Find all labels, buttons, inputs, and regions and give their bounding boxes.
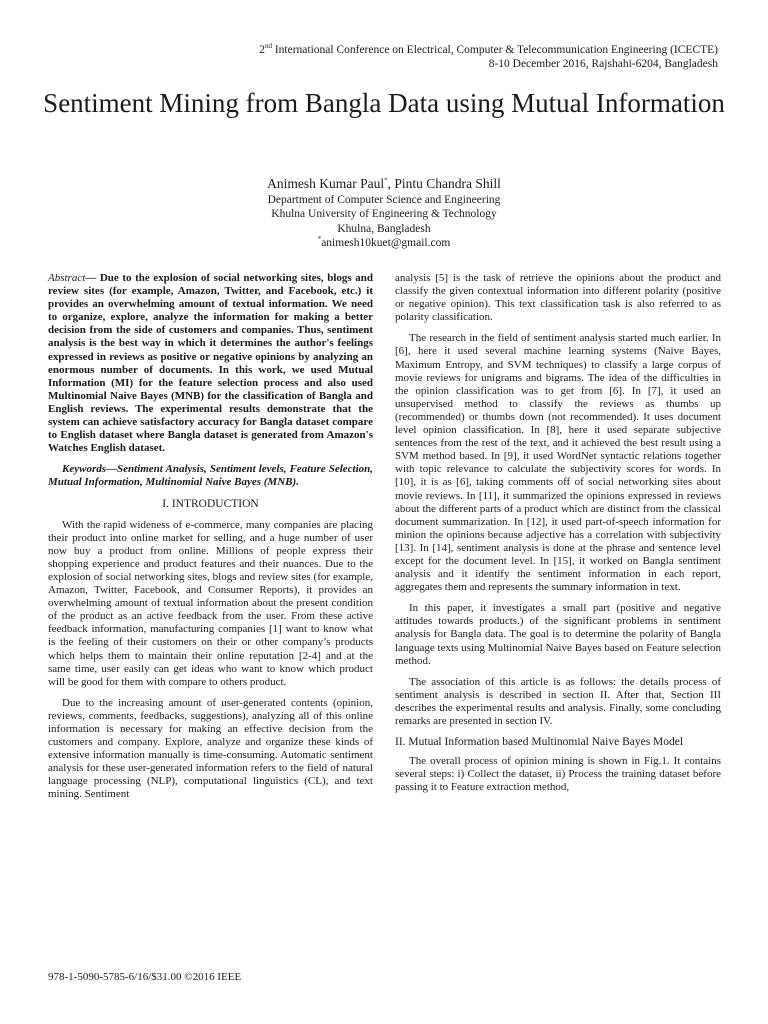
authors bbox=[40, 175, 728, 192]
keywords: Keywords—Sentiment Analysis, Sentiment levels, Feature Selection, Mutual Information, Multinomial Naive Bayes (MNB). bbox=[48, 463, 373, 489]
abstract bbox=[48, 272, 373, 455]
abstract-label: Abstract bbox=[48, 272, 86, 284]
conference-line-1 bbox=[259, 43, 718, 57]
paper-goal-paragraph: In this paper, it investigates a small part (positive and negative attitudes towards products.) of the significant problems in sentiment analysis for Bangla data. The goal is to determine the polarity of Bangla language texts using Multinomial Naive Bayes based on Feature selection method. bbox=[395, 602, 721, 667]
author-separator: , bbox=[387, 176, 395, 191]
organization-paragraph: The association of this article is as follows: the details process of sentiment analysis is described in section II. After that, Section III describes the experimental results and analysis. Finally, some concluding remarks are presented in section IV. bbox=[395, 675, 721, 727]
intro-paragraph-3: analysis [5] is the task of retrieve the opinions about the product and classify the given contextual information into different polarity (positive or negative opinion). This text classification task is also referred to as polarity classification. bbox=[395, 272, 721, 324]
affiliation-email-line bbox=[40, 236, 728, 250]
author-2: Pintu Chandra Shill bbox=[394, 176, 501, 191]
author-1-mark: * bbox=[384, 176, 388, 185]
section-1-heading: I. INTRODUCTION bbox=[162, 497, 259, 510]
author-1: Animesh Kumar Paul bbox=[267, 176, 385, 191]
paper-title: Sentiment Mining from Bangla Data using Mutual Information bbox=[43, 88, 725, 118]
copyright-footer: 978-1-5090-5785-6/16/$31.00 ©2016 IEEE bbox=[48, 971, 242, 983]
affiliation-department: Department of Computer Science and Engineering bbox=[267, 194, 501, 206]
related-work-paragraph: The research in the field of sentiment analysis started much earlier. In [6], here it used several machine learning systems (Naive Bayes, Maximum Entropy, and SVM techniques) to classify a large corpus of movie reviews for unigrams and bigrams. The idea of the difficulties in the opinion classification was to get from [6]. In [7], it used an unsupervised method to classify the reviews as thumbs up (recommended) or thumbs down (not recommended). It uses document level opinion classification. In [8], here it used separate subjective sentences from the rest of the text, and it achieved the best result using a SVM method based. In [9], it used WordNet syntactic relations together with topic relevance to calculate the subjectivity scores for words. In [10], it is as [6], taking comments off of social networking sites about movie reviews. In [11], it summarized the opinions expressed in reviews about the different parts of a product which are distinct from the classical document summarization. In [12], it used part-of-speech information for minion the opinions because adjective has a correlation with subjectivity [13]. In [14], sentiment analysis is done at the phrase and sentence level except for the document level. In [15], it worked on Bangla sentiment analysis and it identify the sentiment information in each report, aggregates them and represents the summary information in text. bbox=[395, 332, 721, 594]
affiliation-city: Khulna, Bangladesh bbox=[337, 222, 431, 235]
conference-line-2: 8-10 December 2016, Rajshahi-6204, Bangladesh bbox=[488, 58, 718, 70]
affiliation-university: Khulna University of Engineering & Technology bbox=[271, 208, 497, 221]
right-column bbox=[395, 272, 721, 802]
intro-paragraph-1: With the rapid wideness of e-commerce, many companies are placing their product into online market for selling, and a huge number of user now buy a product from online. Millions of people express their shopping experience and product features and their nuances. Due to the explosion of social networking sites, blogs and review sites (for example, Amazon, Twitter, Facebook, and Consumer Reports), it provides an overwhelming amount of textual information about the present condition of the product as an active feedback from the user. From these active feedback information, manufacturing companies [1] want to know what is the feeling of their customers on their or other company’s products which helps them to maintain their online reputation [2-4] and at the same time, user easily can get ideas who want to know which product will be good for them with compare to others product. bbox=[48, 518, 373, 688]
affiliation bbox=[40, 193, 728, 250]
conference-ordinal: 2 bbox=[259, 44, 265, 56]
section-2-heading: II. Mutual Information based Multinomial Naive Bayes Model bbox=[395, 736, 684, 749]
intro-paragraph-2: Due to the increasing amount of user-generated contents (opinion, reviews, comments, feedbacks, suggestions), analyzing all of this online information is necessary for making an effective decision from the customers and company. Explore, analyze and organize these kinds of extensive information manually is time-consuming. Automatic sentiment analysis for these user-generated information refers to the field of natural language processing (NLP), computational linguistics (CL), and text mining. Sentiment bbox=[48, 696, 373, 801]
section-2-paragraph: The overall process of opinion mining is shown in Fig.1. It contains several steps: i) Collect the dataset, ii) Process the training dataset before passing it to Feature extraction method, bbox=[395, 755, 721, 794]
author-email: animesh10kuet@gmail.com bbox=[321, 236, 451, 249]
conference-header bbox=[259, 43, 718, 71]
conference-name: International Conference on Electrical, Computer & Telecommunication Engineering (ICECTE) bbox=[271, 44, 718, 56]
abstract-text: — Due to the explosion of social networking sites, blogs and review sites (for example, Amazon, Twitter, and Facebook, etc.) it provides an overwhelming amount of textual information. We need to organize, explore, analyze the information for making a better decision from the side of customers and companies. Thus, sentiment analysis is the best way in which it determines the author's feelings expressed in reviews as positive or negative opinions by analyzing an enormous number of documents. In this work, we used Mutual Information (MI) for the feature selection process and also used Multinomial Naive Bayes (MNB) for the classification of Bangla and English reviews. The experimental results demonstrate that the system can achieve satisfactory accuracy for Bangla dataset compare to English dataset where Bangla dataset is generated from Amazon's Watches English dataset. bbox=[48, 272, 373, 455]
email-mark: * bbox=[317, 235, 322, 244]
left-column bbox=[48, 272, 373, 810]
conference-ordinal-suffix: nd bbox=[264, 42, 272, 51]
